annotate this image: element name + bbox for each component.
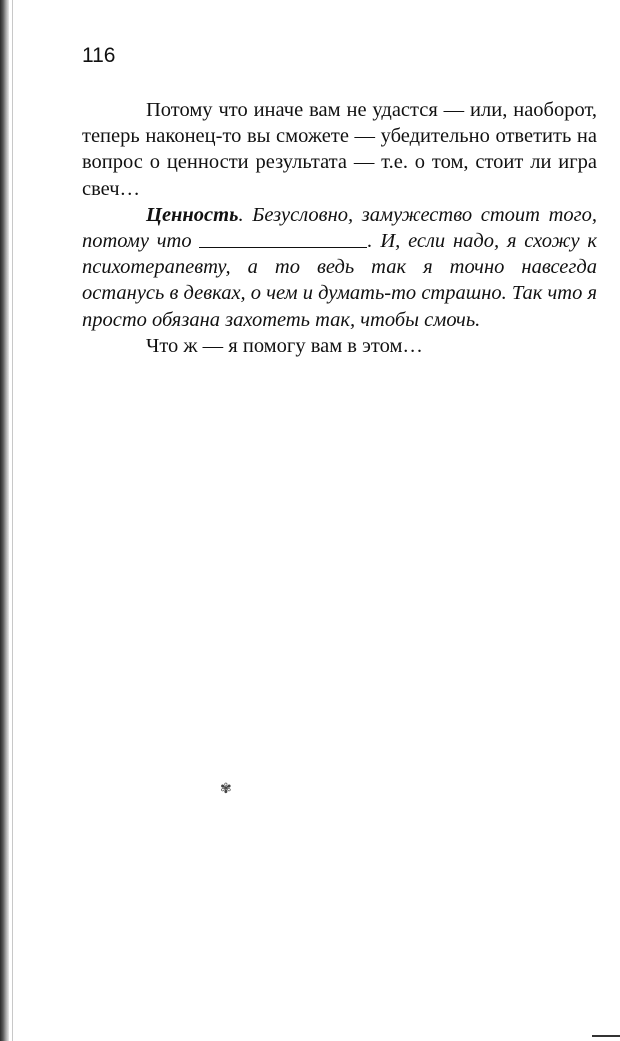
paragraph-2-text-after-blank: . И, если надо, я схожу к психотерапевту, а то ведь так я точно навсегда останусь в девках, о чем и думать-то страшно. Так что я просто обязана захотеть так, чтобы смочь. (82, 230, 598, 331)
term-value: Ценность (146, 203, 239, 226)
binding-edge (0, 0, 9, 1041)
page-corner-edge (592, 1035, 620, 1037)
paragraph-3: Что ж — я помогу вам в этом… (146, 334, 423, 357)
page-number: 116 (82, 44, 116, 67)
body-text (82, 97, 597, 359)
paragraph-2 (82, 202, 597, 333)
flower-ornament-icon: ✾ (220, 782, 232, 797)
fill-in-blank (199, 229, 367, 248)
binding-shadow-line (12, 0, 13, 1041)
term-punctuation: . (238, 203, 244, 226)
paragraph-1: Потому что иначе вам не удастся — или, наоборот, теперь наконец-то вы сможете — убедительно ответить на вопрос о ценности результата — т.е. о том, стоит ли игра свеч… (82, 99, 597, 200)
paragraph-2-text-before-blank: Безусловно, замужество стоит того, потому что (82, 203, 597, 253)
